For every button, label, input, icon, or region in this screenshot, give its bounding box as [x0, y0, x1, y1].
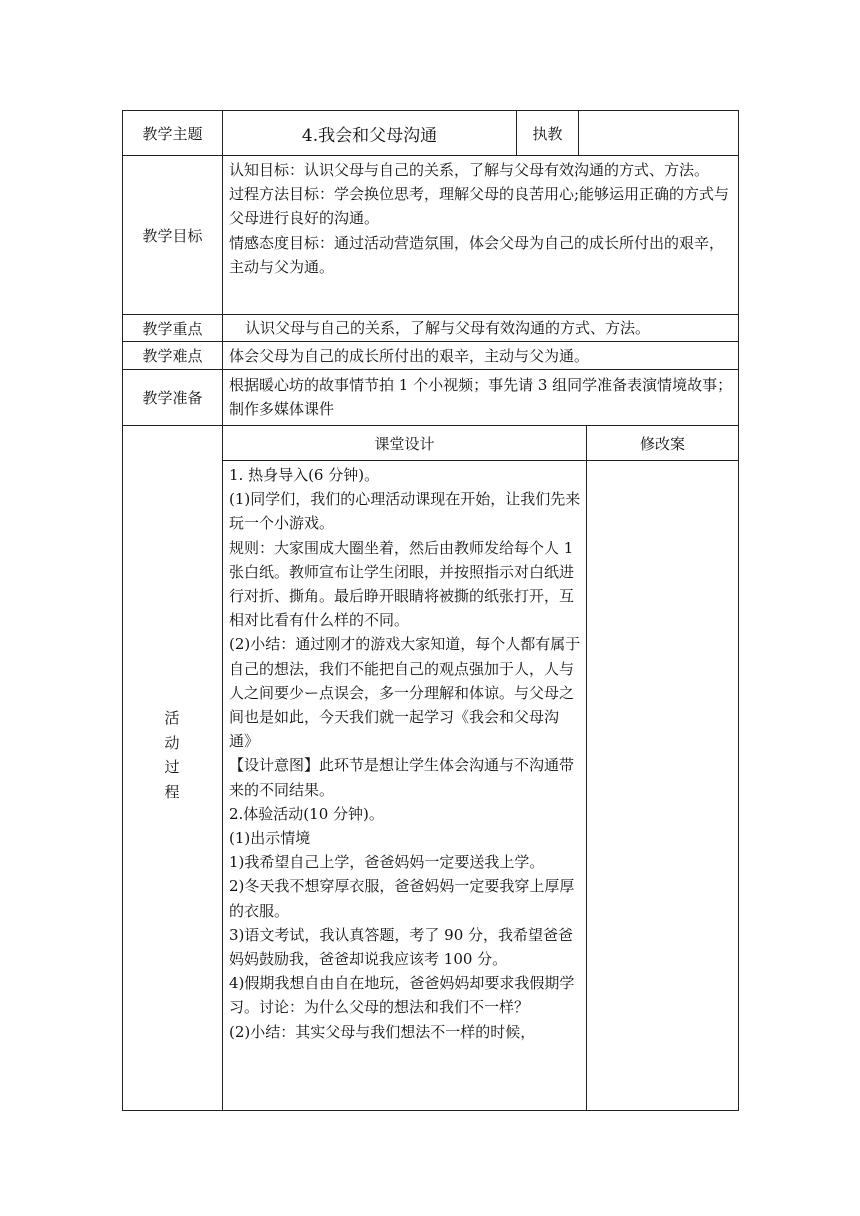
design-paragraph: (2)小结：通过刚才的游戏大家知道，每个人都有属于自己的想法，我们不能把自己的观点强加于人，人与人之间要少ー点误会，多一分理解和体谅。与父母之间也是如此，今天我们就一起学习《我会和父母沟通》 — [229, 635, 581, 751]
preparation-label: 教学准备 — [142, 389, 203, 407]
table-border-right — [738, 110, 739, 1111]
revise-header-cell — [587, 426, 738, 460]
lesson-title: 4.我会和父母沟通 — [301, 125, 438, 146]
goals-label: 教学目标 — [142, 226, 203, 245]
teacher-label-cell — [517, 111, 578, 155]
theme-label: 教学主题 — [142, 124, 203, 143]
activity-label-cell — [160, 706, 186, 804]
preparation-label-cell — [123, 370, 222, 425]
design-paragraph: 1)我希望自己上学，爸爸妈妈一定要送我上学。 — [229, 853, 545, 872]
theme-value-cell — [223, 111, 516, 155]
activity-label-char: 过 — [164, 758, 180, 776]
design-paragraph: 3)语文考试，我认真答题，考了 90 分，我希望爸爸妈妈鼓励我，爸爸却说我应该考 100 分。 — [229, 925, 574, 969]
goal-process: 过程方法目标：学会换位思考，理解父母的良苦用心;能够运用正确的方式与父母进行良好的沟通。 — [229, 185, 730, 228]
goal-cognitive: 认知目标：认识父母与自己的关系，了解与父母有效沟通的方式、方法。 — [229, 161, 710, 179]
teacher-value-cell — [579, 111, 738, 155]
design-paragraph: (2)小结：其实父母与我们想法不一样的时候， — [229, 1022, 536, 1041]
design-header: 课堂设计 — [374, 434, 435, 453]
design-paragraph: 规则：大家围成大圈坐着，然后由教师发给每个人 1 张白纸。教师宣布让学生闭眼，并按照指示对白纸进行对折、撕角。最后睁开眼睛将被撕的纸张打开，互相对比看有什么样的不同。 — [229, 538, 575, 630]
design-paragraph: 2.体验活动(10 分钟)。 — [229, 804, 384, 823]
preparation-value: 根据暖心坊的故事情节拍 1 个小视频；事先请 3 组同学准备表演情境故事；制作多媒体课件 — [229, 376, 733, 419]
key-point-label-cell — [123, 315, 222, 341]
difficulty-label-cell — [123, 342, 222, 369]
table-border-bottom — [122, 1110, 739, 1111]
activity-label-char: 活 — [164, 709, 180, 727]
design-paragraph: 4)假期我想自由自在地玩，爸爸妈妈却要求我假期学习。讨论：为什么父母的想法和我们不一样？ — [229, 974, 575, 1017]
teacher-label: 执教 — [532, 124, 563, 143]
goals-label-cell — [123, 156, 222, 314]
design-header-cell — [223, 426, 586, 460]
activity-label-char: 动 — [164, 733, 180, 752]
key-point-label: 教学重点 — [142, 319, 203, 338]
design-paragraph: 1. 热身导入(6 分钟)。 — [229, 466, 380, 484]
label-column-divider — [222, 110, 223, 1111]
key-point-value: 认识父母与自己的关系，了解与父母有效沟通的方式、方法。 — [245, 319, 651, 337]
design-paragraph: (1)出示情境 — [229, 829, 311, 848]
difficulty-value: 体会父母为自己的成长所付出的艰辛，主动与父为通。 — [229, 347, 590, 365]
design-content-cell — [229, 463, 581, 1109]
revise-header: 修改案 — [639, 434, 685, 453]
design-paragraph: 2)冬天我不想穿厚衣服，爸爸妈妈一定要我穿上厚厚的衣服。 — [229, 877, 575, 920]
theme-label-cell — [123, 111, 222, 155]
difficulty-content-cell — [229, 344, 735, 368]
activity-label-char: 程 — [164, 782, 180, 801]
goal-emotion: 情感态度目标：通过活动营造氛围，体会父母为自己的成长所付出的艰辛，主动与父为通。 — [229, 233, 725, 276]
design-paragraph: 【设计意图】此环节是想让学生体会沟通与不沟通带来的不同结果。 — [229, 756, 575, 799]
design-paragraph: (1)同学们，我们的心理活动课现在开始，让我们先来玩一个小游戏。 — [229, 490, 581, 533]
key-point-content-cell — [245, 316, 735, 340]
preparation-content-cell — [229, 373, 735, 421]
goals-content-cell — [229, 158, 735, 279]
difficulty-label: 教学难点 — [142, 347, 203, 365]
revise-content-cell — [587, 461, 738, 1110]
